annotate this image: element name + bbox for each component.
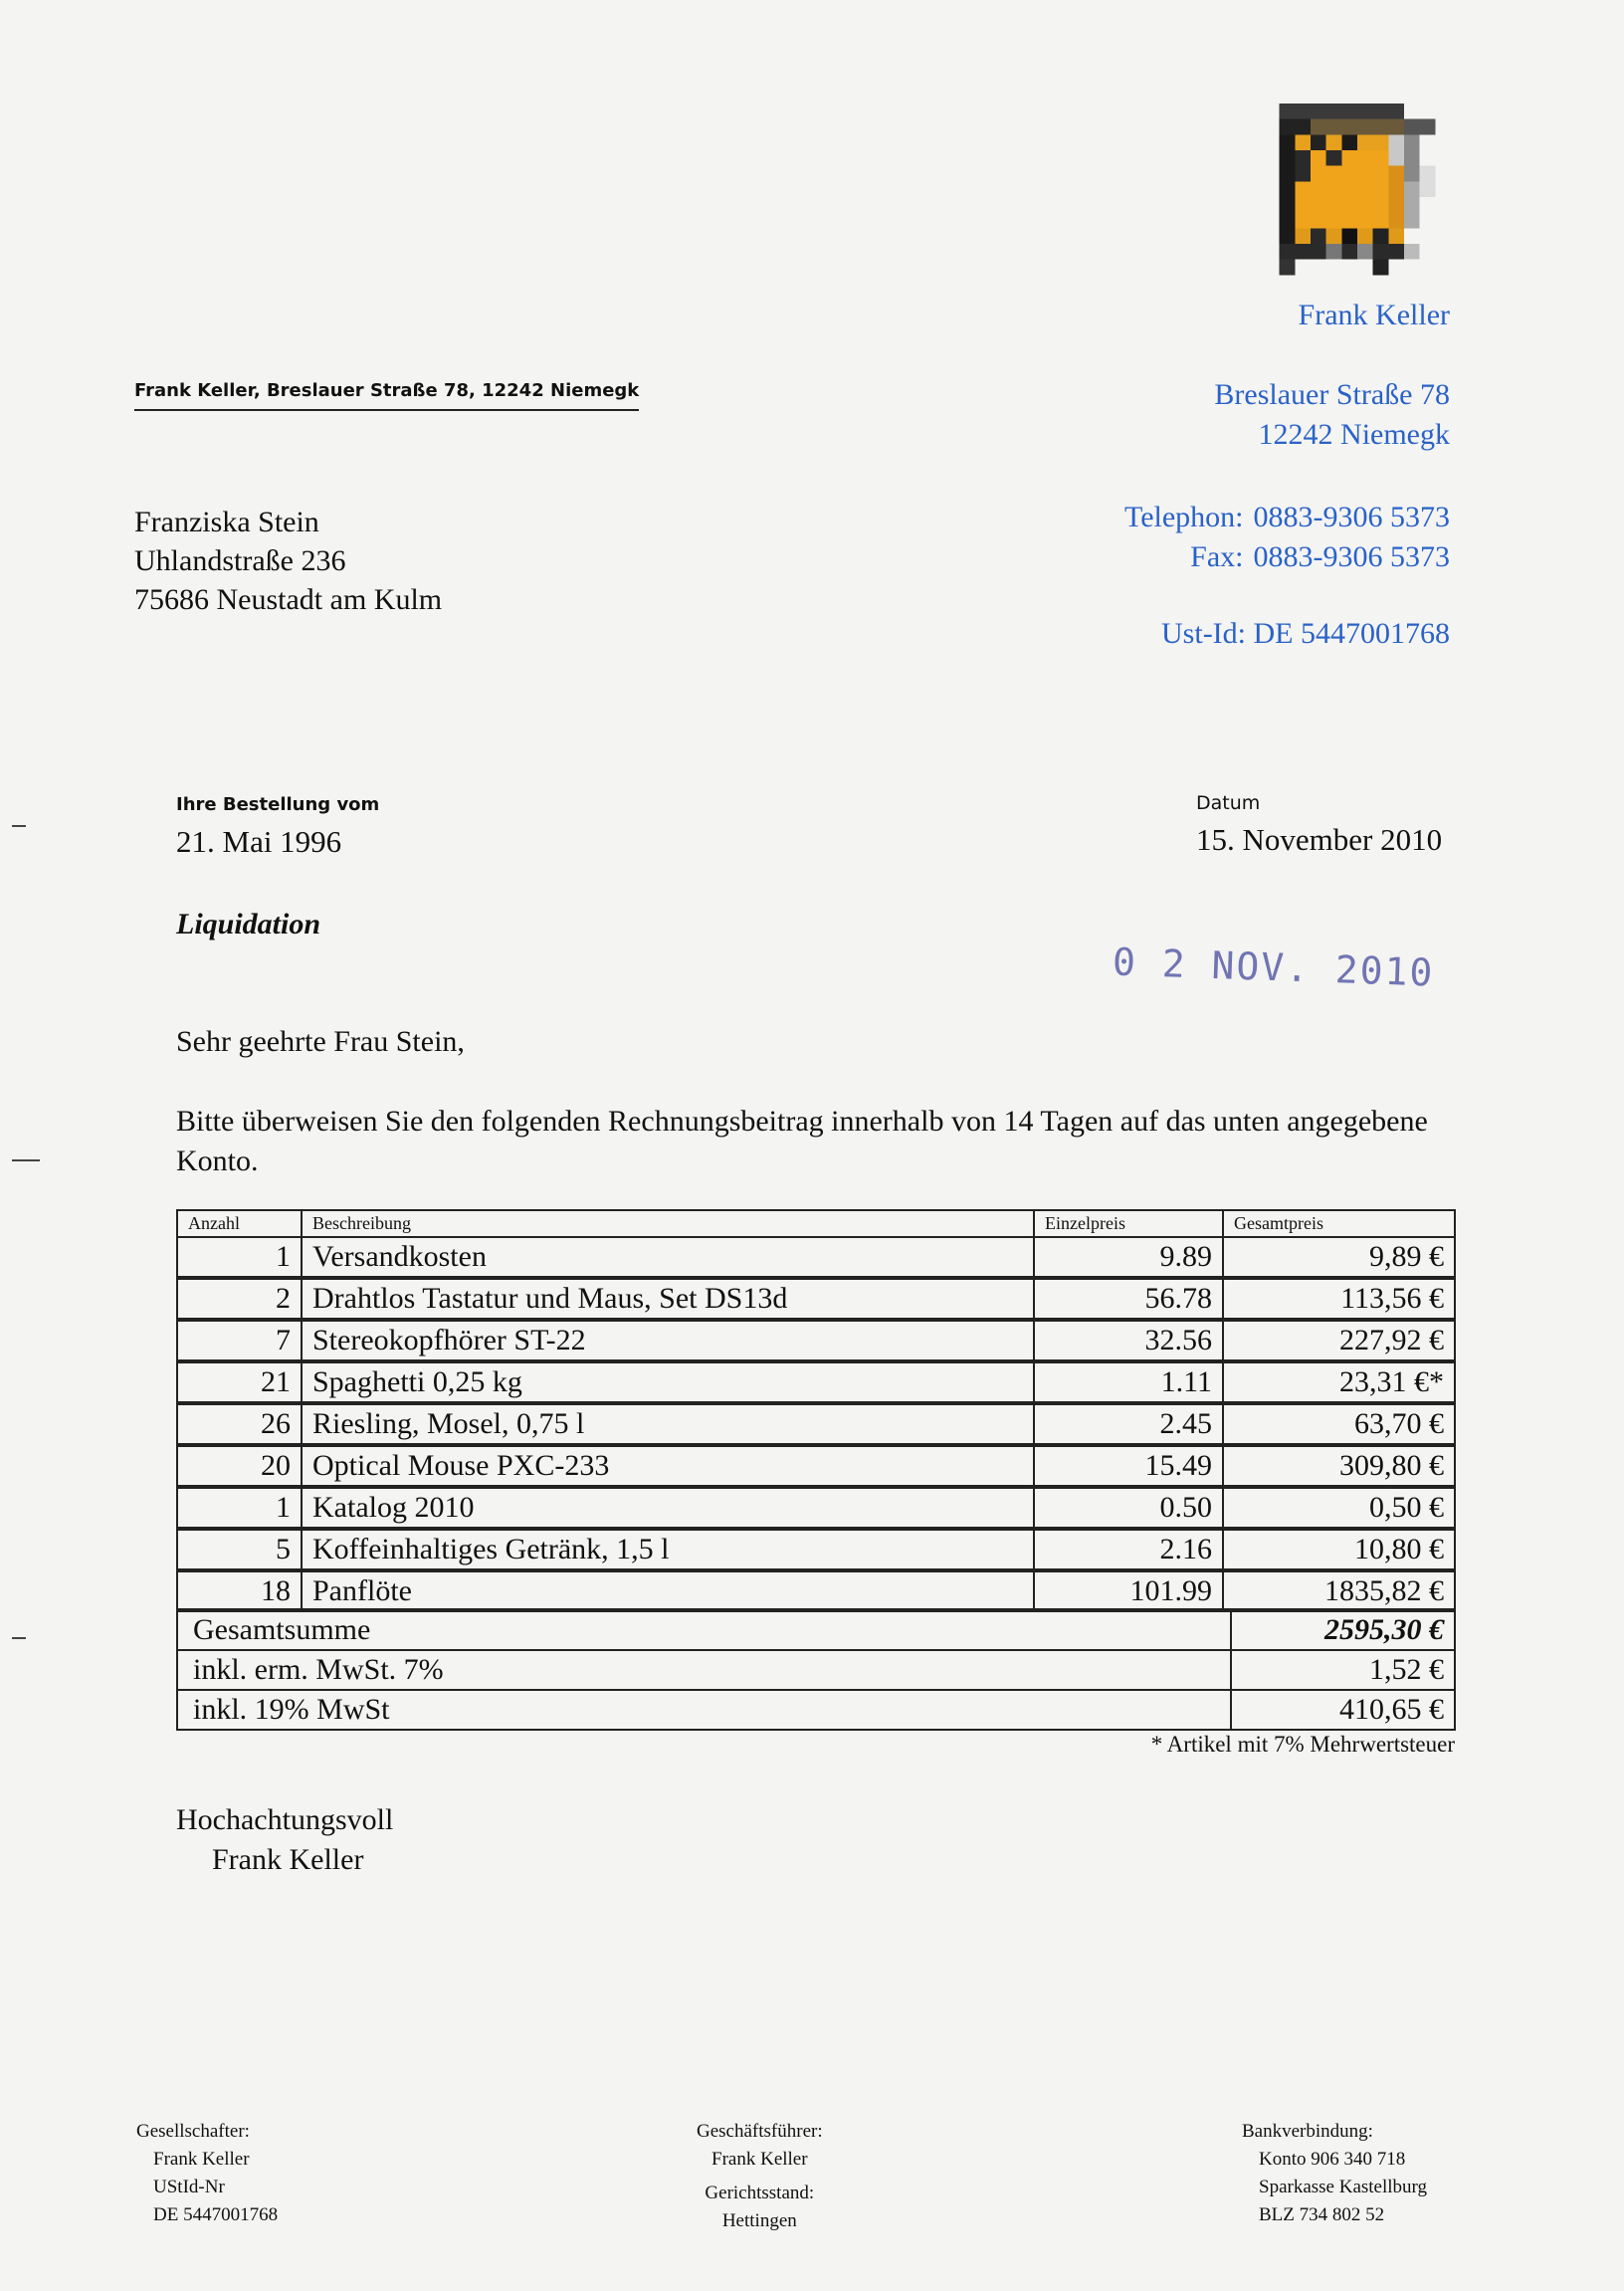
salutation: Sehr geehrte Frau Stein, <box>176 1025 465 1058</box>
footer-right-line1: Konto 906 340 718 <box>1259 2149 1406 2170</box>
phone-row <box>1124 498 1450 537</box>
total-price-cell: 113,56 € <box>1223 1278 1455 1320</box>
totals-table <box>176 1608 1456 1731</box>
unit-price-cell: 32.56 <box>1034 1320 1223 1361</box>
date-value: 15. November 2010 <box>1196 822 1443 857</box>
total-price-cell: 1835,82 € <box>1223 1570 1455 1611</box>
table-header-row <box>177 1210 1455 1237</box>
grand-total-row <box>177 1610 1455 1651</box>
footer-left-line1: Frank Keller <box>153 2149 250 2170</box>
phone-label: Telephon: <box>1123 501 1244 533</box>
vat19-value: 410,65 € <box>1231 1690 1455 1730</box>
footer-mid-title2: Gerichtsstand: <box>705 2183 815 2203</box>
header-total: Gesamtpreis <box>1223 1210 1455 1237</box>
qty-cell: 5 <box>177 1529 302 1570</box>
desc-cell: Katalog 2010 <box>302 1487 1034 1529</box>
unit-price-cell: 15.49 <box>1034 1445 1223 1487</box>
sender-contact <box>1124 498 1450 577</box>
recipient-name: Franziska Stein <box>134 506 319 538</box>
vat7-value: 1,52 € <box>1231 1650 1455 1690</box>
vat-id: Ust-Id: DE 5447001768 <box>1161 617 1450 650</box>
header-desc: Beschreibung <box>302 1210 1034 1237</box>
desc-cell: Riesling, Mosel, 0,75 l <box>302 1403 1034 1445</box>
date-label: Datum <box>1196 792 1261 814</box>
desc-cell: Panflöte <box>302 1570 1034 1611</box>
desc-cell: Koffeinhaltiges Getränk, 1,5 l <box>302 1529 1034 1570</box>
unit-price-cell: 2.16 <box>1034 1529 1223 1570</box>
header-unit: Einzelpreis <box>1034 1210 1223 1237</box>
items-body <box>177 1237 1455 1611</box>
total-price-cell: 23,31 €* <box>1223 1361 1455 1403</box>
unit-price-cell: 2.45 <box>1034 1403 1223 1445</box>
sender-name: Frank Keller <box>1298 299 1450 331</box>
qty-cell: 21 <box>177 1361 302 1403</box>
sender-street: Breslauer Straße 78 <box>1214 378 1450 411</box>
vat7-row <box>177 1650 1455 1690</box>
qty-cell: 2 <box>177 1278 302 1320</box>
vat19-row <box>177 1690 1455 1730</box>
total-price-cell: 309,80 € <box>1223 1445 1455 1487</box>
footer-mid-line1: Frank Keller <box>711 2149 808 2170</box>
recipient-street: Uhlandstraße 236 <box>134 544 346 577</box>
fax-label: Fax: <box>1190 540 1244 573</box>
table-row <box>177 1445 1455 1487</box>
table-row <box>177 1487 1455 1529</box>
total-price-cell: 227,92 € <box>1223 1320 1455 1361</box>
unit-price-cell: 101.99 <box>1034 1570 1223 1611</box>
unit-price-cell: 56.78 <box>1034 1278 1223 1320</box>
header-qty: Anzahl <box>177 1210 302 1237</box>
footer-management <box>697 2118 823 2235</box>
table-row <box>177 1278 1455 1320</box>
phone-number: 0883-9306 5373 <box>1253 501 1450 533</box>
unit-price-cell: 0.50 <box>1034 1487 1223 1529</box>
qty-cell: 26 <box>177 1403 302 1445</box>
footer-left-line3: DE 5447001768 <box>153 2204 279 2225</box>
qty-cell: 1 <box>177 1487 302 1529</box>
recipient-address <box>134 503 442 619</box>
order-date: 21. Mai 1996 <box>176 824 342 859</box>
footer-partners <box>136 2118 278 2229</box>
footer-right-title: Bankverbindung: <box>1242 2121 1373 2142</box>
fold-mark <box>12 1637 26 1639</box>
signer-name: Frank Keller <box>212 1843 364 1876</box>
received-stamp: 0 2 NOV. 2010 <box>1112 939 1436 995</box>
total-price-cell: 10,80 € <box>1223 1529 1455 1570</box>
closing: Hochachtungsvoll <box>176 1803 394 1836</box>
footer-right-line2: Sparkasse Kastellburg <box>1259 2177 1428 2197</box>
desc-cell: Spaghetti 0,25 kg <box>302 1361 1034 1403</box>
table-row <box>177 1361 1455 1403</box>
table-row <box>177 1320 1455 1361</box>
fax-number: 0883-9306 5373 <box>1253 540 1450 573</box>
unit-price-cell: 1.11 <box>1034 1361 1223 1403</box>
pixel-logo-icon <box>1264 104 1451 291</box>
table-row <box>177 1403 1455 1445</box>
vat19-label: inkl. 19% MwSt <box>177 1690 1231 1730</box>
intro-text: Bitte überweisen Sie den folgenden Rechnungsbeitrag innerhalb von 14 Tagen auf das unten angegebene Konto. <box>176 1105 1428 1177</box>
total-price-cell: 0,50 € <box>1223 1487 1455 1529</box>
footer-mid-line2: Hettingen <box>721 2210 797 2231</box>
items-table <box>176 1209 1456 1612</box>
table-row <box>177 1237 1455 1278</box>
vat7-label: inkl. erm. MwSt. 7% <box>177 1650 1231 1690</box>
order-date-label: Ihre Bestellung vom <box>176 794 380 815</box>
fax-row <box>1124 537 1450 577</box>
desc-cell: Optical Mouse PXC-233 <box>302 1445 1034 1487</box>
sender-city: 12242 Niemegk <box>1258 418 1450 451</box>
grand-total-value: 2595,30 € <box>1231 1610 1455 1651</box>
desc-cell: Drahtlos Tastatur und Maus, Set DS13d <box>302 1278 1034 1320</box>
footer-left-title: Gesellschafter: <box>136 2121 250 2142</box>
logo-image <box>1264 104 1451 291</box>
footer-right-line3: BLZ 734 802 52 <box>1259 2204 1385 2225</box>
desc-cell: Stereokopfhörer ST-22 <box>302 1320 1034 1361</box>
footer-bank <box>1242 2118 1427 2229</box>
unit-price-cell: 9.89 <box>1034 1237 1223 1278</box>
punch-mark <box>12 1159 40 1161</box>
footer-left-line2: UStId-Nr <box>153 2177 225 2197</box>
table-row <box>177 1529 1455 1570</box>
qty-cell: 18 <box>177 1570 302 1611</box>
grand-total-label: Gesamtsumme <box>177 1610 1231 1651</box>
return-address: Frank Keller, Breslauer Straße 78, 12242 Niemegk <box>134 380 639 411</box>
qty-cell: 7 <box>177 1320 302 1361</box>
qty-cell: 20 <box>177 1445 302 1487</box>
footer-mid-title: Geschäftsführer: <box>697 2121 823 2142</box>
recipient-city: 75686 Neustadt am Kulm <box>134 583 443 616</box>
subject: Liquidation <box>176 908 321 940</box>
fold-mark <box>12 825 26 827</box>
total-price-cell: 9,89 € <box>1223 1237 1455 1278</box>
footnote: * Artikel mit 7% Mehrwertsteuer <box>1150 1732 1455 1757</box>
total-price-cell: 63,70 € <box>1223 1403 1455 1445</box>
qty-cell: 1 <box>177 1237 302 1278</box>
desc-cell: Versandkosten <box>302 1237 1034 1278</box>
table-row <box>177 1570 1455 1611</box>
